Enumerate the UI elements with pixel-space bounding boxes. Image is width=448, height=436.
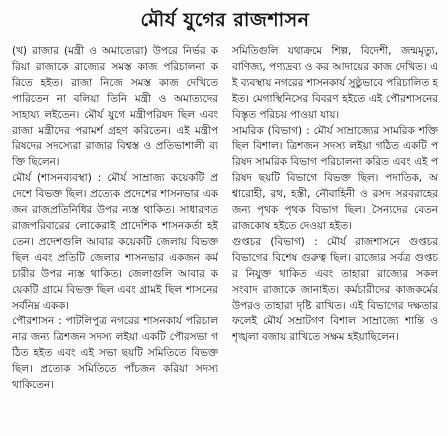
paragraph: (খ) রাজার (মন্ত্রী ও অমাত্যেরা) উপরে নির্ভর করিয়া রাজাকে রাজ্যের সমস্ত কাজ পরিচালনা করিতে হইত। রাজা নিজে সমস্ত কাজ দেখিতে পারিতেন না বলিয়া তিনি মন্ত্রী ও অমাত্যদের সাহায্য লইতেন। মৌর্য যুগে মন্ত্রীপরিষদ ছিল এবং রাজা মন্ত্রীদের পরামর্শ গ্রহণ করিতেন। এই মন্ত্রীপরিষদের সদস্যেরা রাজার বিশ্বস্ত ও প্রতিভাশালী ব্যক্তি ছিলেন। xyxy=(12,45,218,169)
paragraph: মৌর্য (শাসনব্যবস্থা) : মৌর্য সাম্রাজ্য কয়েকটি প্রদেশে বিভক্ত ছিল। প্রত্যেক প্রদেশের শাসনভার একজন রাজপ্রতিনিধির উপর ন্যস্ত থাকিত। সাধারণত রাজপরিবারের লোকেরাই প্রাদেশিক শাসনকর্তা হইতেন। প্রদেশগুলি আবার কয়েকটি জেলায় বিভক্ত ছিল এবং প্রতিটি জেলার শাসনভার একজন কর্মচারীর উপর ন্যস্ত থাকিত। জেলাগুলি আবার কয়েকটি গ্রামে বিভক্ত ছিল এবং গ্রামই ছিল শাসনের সর্বনিম্ন একক। xyxy=(12,172,218,312)
paragraph: পৌরশাসন : পাটলিপুত্র নগরের শাসনকার্য পরিচালনার জন্য ত্রিশজন সদস্য লইয়া একটি পৌরসভা গঠিত হইত এবং এই সভা ছয়টি সমিতিতে বিভক্ত ছিল। প্রত্যেক সমিতিতে পাঁচজন করিয়া সদস্য থাকিতেন। xyxy=(12,315,218,392)
right-column xyxy=(232,44,438,436)
left-column xyxy=(12,44,218,436)
paragraph: সমিতিগুলি যথাক্রমে শিল্প, বিদেশী, জন্মমৃত্যু, বাণিজ্য, পণ্যদ্রব্য ও কর আদায়ের কাজ দেখিত। এই ব্যবস্থায় নগরের শাসনকার্য সুষ্ঠুভাবে পরিচালিত হইত। মেগাস্থিনিসের বিবরণ হইতে এই পৌরশাসনের বিস্তৃত পরিচয় পাওয়া যায়। xyxy=(232,45,438,121)
paragraph: গুপ্তচর (বিভাগ) : মৌর্য রাজশাসনে গুপ্তচর বিভাগের বিশেষ গুরুত্ব ছিল। রাজ্যের সর্বত্র গুপ্তচর নিযুক্ত থাকিত এবং তাহারা রাজ্যের সকল সংবাদ রাজাকে জানাইত। কর্মচারীদের কাজকর্মের উপরও তাহারা দৃষ্টি রাখিত। এই বিভাগের দক্ষতার ফলেই মৌর্য সম্রাটগণ বিশাল সাম্রাজ্যে শান্তি ও শৃঙ্খলা বজায় রাখিতে সক্ষম হইয়াছিলেন। xyxy=(232,235,438,344)
paragraph: সামরিক (বিভাগ) : মৌর্য সাম্রাজ্যের সামরিক শক্তি ছিল বিশাল। ত্রিশজন সদস্য লইয়া গঠিত একটি পরিষদ সামরিক বিভাগ পরিচালনা করিত এবং এই পরিষদ ছয়টি বিভাগে বিভক্ত ছিল। পদাতিক, অশ্বারোহী, রথ, হস্তী, নৌবাহিনী ও রসদ সরবরাহের জন্য পৃথক পৃথক বিভাগ ছিল। সৈন্যদের বেতন রাজকোষ হইতে দেওয়া হইত। xyxy=(232,124,438,232)
text-columns xyxy=(12,44,438,436)
page-title: মৌর্য যুগের রাজশাসন xyxy=(140,9,310,31)
